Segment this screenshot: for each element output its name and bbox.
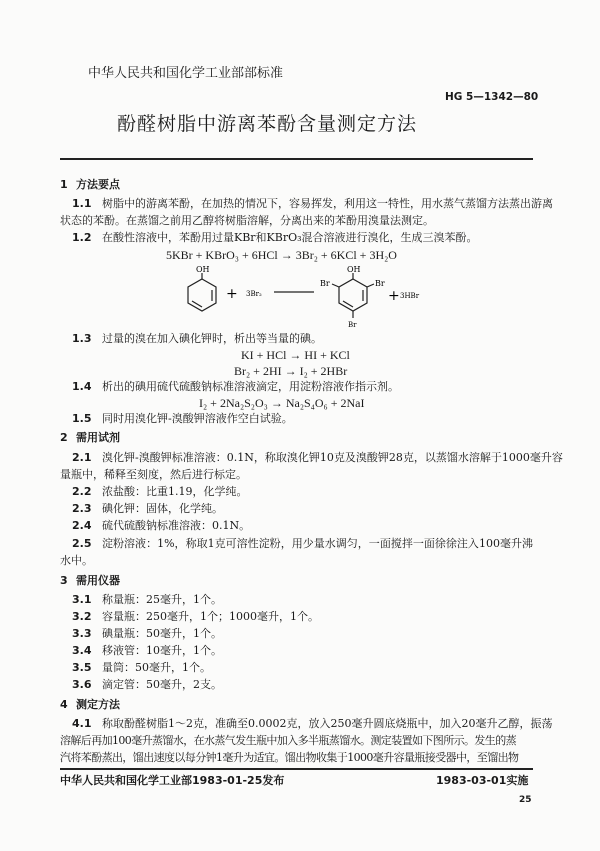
br-label: Br	[320, 279, 330, 288]
footer-rule	[60, 768, 533, 770]
list-item: 3.1 称量瓶：25毫升，1个。	[72, 593, 222, 606]
list-item: 3.2 容量瓶：250毫升，1个；1000毫升，1个。	[72, 610, 319, 623]
section-3-heading: 3 需用仪器	[60, 574, 120, 587]
br-label: Br	[375, 279, 385, 288]
list-item: 3.5 量筒：50毫升，1个。	[72, 661, 211, 674]
para-4-1-line-2: 溶解后再加100毫升蒸馏水，在水蒸气发生瓶中加入多半瓶蒸馏水。测定装置如下图所示。发生的蒸	[60, 734, 516, 747]
br-label: Br	[348, 321, 357, 329]
page-number: 25	[519, 795, 532, 805]
issuing-authority: 中华人民共和国化学工业部部标准	[88, 66, 284, 81]
list-item: 3.6 滴定管：50毫升，2支。	[72, 678, 222, 691]
effective-date: 1983-03-01实施	[436, 774, 529, 787]
para-1-2: 1.2 在酸性溶液中，苯酚用过量KBr和KBrO₃混合溶液进行溴化，生成三溴苯酚。	[72, 231, 478, 244]
para-1-3: 1.3 过量的溴在加入碘化钾时，析出等当量的碘。	[72, 332, 322, 345]
para-1-1-line-2: 状态的苯酚。在蒸馏之前用乙醇将树脂溶解，分离出来的苯酚用溴量法测定。	[60, 214, 434, 227]
section-2-heading: 2 需用试剂	[60, 431, 120, 444]
issue-date: 中华人民共和国化学工业部1983-01-25发布	[60, 774, 285, 787]
para-1-5: 1.5 同时用溴化钾-溴酸钾溶液作空白试验。	[72, 412, 293, 425]
oh-label: OH	[196, 265, 210, 274]
equation-3: Br₂ + 2HI → I₂ + 2HBr	[234, 364, 348, 378]
reagent-label: 3Br₂	[246, 290, 262, 298]
section-1-heading: 1 方法要点	[60, 178, 120, 191]
para-2-2: 2.2 浓盐酸：比重1.19，化学纯。	[72, 485, 248, 498]
para-2-1-line-1: 2.1 溴化钾-溴酸钾标准溶液：0.1N，称取溴化钾10克及溴酸钾28克，以蒸馏水溶解于1000毫升容	[72, 451, 563, 464]
section-4-heading: 4 测定方法	[60, 698, 120, 711]
para-4-1-line-1: 4.1 称取酚醛树脂1～2克，准确至0.0002克，放入250毫升圆底烧瓶中，加入20毫升乙醇，振荡	[72, 717, 553, 730]
oh-label: OH	[347, 265, 361, 274]
para-2-5-line-2: 水中。	[60, 554, 93, 567]
plus-sign: +	[388, 288, 400, 304]
product-label: 3HBr	[400, 292, 420, 300]
equation-4: I₂ + 2Na₂S₂O₃ → Na₂S₄O₆ + 2NaI	[199, 396, 365, 410]
list-item: 3.4 移液管：10毫升，1个。	[72, 644, 222, 657]
para-2-5-line-1: 2.5 淀粉溶液：1%，称取1克可溶性淀粉，用少量水调匀，一面搅拌一面徐徐注入100毫升沸	[72, 537, 533, 550]
standard-code: HG 5—1342—80	[445, 91, 539, 103]
list-item: 3.3 碘量瓶：50毫升，1个。	[72, 627, 222, 640]
equation-1: 5KBr + KBrO₃ + 6HCl → 3Br₂ + 6KCl + 3H₂O	[166, 248, 397, 262]
para-2-3: 2.3 碘化钾：固体，化学纯。	[72, 502, 223, 515]
para-1-4: 1.4 析出的碘用硫代硫酸钠标准溶液滴定，用淀粉溶液作指示剂。	[72, 380, 399, 393]
para-2-1-line-2: 量瓶中，稀释至刻度，然后进行标定。	[60, 468, 247, 481]
document-title: 酚醛树脂中游离苯酚含量测定方法	[117, 113, 418, 135]
para-1-1-line-1: 1.1 树脂中的游离苯酚，在加热的情况下，容易挥发，利用这一特性，用水蒸气蒸馏方法蒸出游离	[72, 197, 553, 210]
equation-2: KI + HCl → HI + KCl	[241, 348, 350, 362]
plus-sign: +	[226, 286, 238, 302]
bromination-reaction-diagram	[170, 264, 420, 330]
para-4-1-line-3: 汽将苯酚蒸出，馏出速度以每分钟1毫升为适宜。馏出物收集于1000毫升容量瓶接受器中，至馏出物	[60, 751, 519, 764]
para-2-4: 2.4 硫代硫酸钠标准溶液：0.1N。	[72, 519, 251, 532]
header-rule	[60, 158, 533, 160]
